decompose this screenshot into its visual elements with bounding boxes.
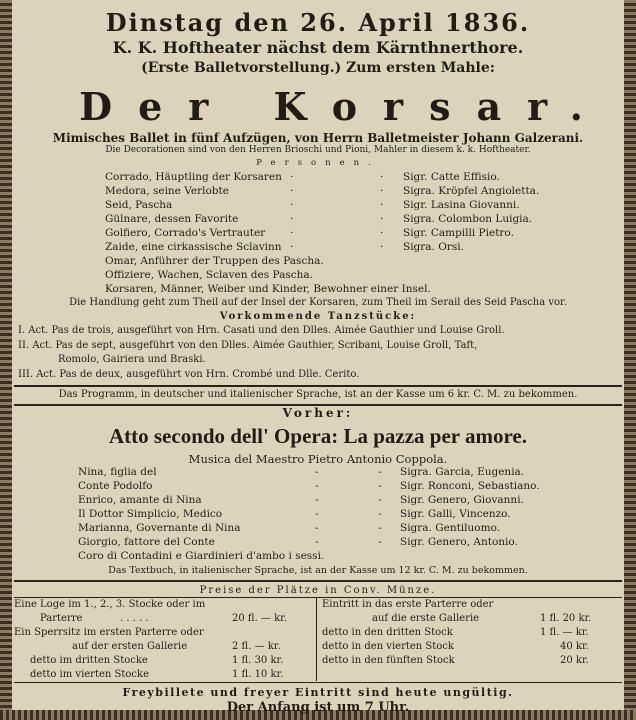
freybillete-note: Freybillete und freyer Eintritt sind heute ungültig.: [122, 686, 514, 699]
price-value: 40 kr.: [560, 641, 589, 652]
price-column-divider: [316, 597, 317, 681]
handlung-note: Die Handlung geht zum Theil auf der Insel der Korsaren, zum Theil im Serail des Seid Pascha vor.: [69, 297, 567, 308]
price-label: Eintritt in das erste Parterre oder: [322, 599, 494, 610]
cast-role: Golfiero, Corrado's Vertrauter: [105, 227, 266, 239]
divider: [14, 580, 622, 582]
personen-heading: Personen.: [256, 158, 380, 168]
price-label: auf die erste Gallerie: [372, 613, 480, 624]
price-label: detto in den vierten Stock: [322, 641, 454, 652]
divider: [14, 385, 622, 387]
cast-role: Il Dottor Simplicio, Medico: [78, 508, 223, 520]
cast-actor: Sigra. Colombon Luigia.: [403, 213, 533, 225]
price-value: 2 fl. — kr.: [232, 641, 281, 652]
cast-actor: Sigr. Catte Effisio.: [403, 171, 500, 183]
cast-actor: Sigr. Campilli Pietro.: [403, 227, 514, 239]
cast-role: Nina, figlia del: [78, 466, 157, 478]
ensemble-line: Omar, Anführer der Truppen des Pascha.: [105, 255, 324, 267]
cast-actor: Sigra. Orsi.: [403, 241, 464, 253]
price-value: 1 fl. — kr.: [540, 627, 589, 638]
cast-actor: Sigra. Kröpfel Angioletta.: [403, 185, 540, 197]
theater-name: K. K. Hoftheater nächst dem Kärnthnerthore.: [112, 38, 524, 57]
cast-actor: Sigr. Genero, Antonio.: [400, 536, 518, 548]
programm-note: Das Programm, in deutscher und italienischer Sprache, ist an der Kasse um 6 kr. C. M. zu bekommen.: [58, 389, 578, 400]
cast-role: Conte Podolfo: [78, 480, 153, 492]
price-label: detto im dritten Stocke: [30, 655, 148, 666]
cast-actor: Sigra. Gentiluomo.: [400, 522, 501, 534]
dance-line: I. Act. Pas de trois, ausgeführt von Hrn. Casati und den Dlles. Aimée Gauthier und Louise Groll.: [18, 325, 505, 336]
cast-role: Gülnare, dessen Favorite: [105, 213, 239, 225]
ensemble-line: Korsaren, Männer, Weiber und Kinder, Bewohner einer Insel.: [105, 283, 431, 295]
dance-line: Romolo, Gairiera und Braski.: [58, 354, 206, 365]
textbuch-note: Das Textbuch, in italienischer Sprache, ist an der Kasse um 12 kr. C. M. zu bekommen.: [108, 565, 528, 576]
opera-title: Atto secondo dell' Opera: La pazza per amore.: [108, 424, 527, 448]
price-value: 1 fl. 20 kr.: [540, 613, 592, 624]
price-label: detto in den fünften Stock: [322, 655, 455, 666]
cast-role: Corrado, Häuptling der Korsaren: [105, 171, 282, 183]
price-label: Parterre: [40, 613, 83, 624]
prices-heading: Preise der Plätze in Conv. Münze.: [199, 585, 437, 596]
ballet-title: Der Korsar.: [79, 84, 609, 129]
decorations-credit: Die Decorationen sind von den Herren Brioschi und Pioni, Mahler in diesem k. k. Hoftheater.: [105, 145, 531, 155]
cast-actor: Sigr. Lasina Giovanni.: [403, 199, 520, 211]
dance-line: III. Act. Pas de deux, ausgeführt von Hrn. Crombé und Dlle. Cerito.: [18, 369, 360, 380]
coro-line: Coro di Contadini e Giardinieri d'ambo i sessi.: [78, 550, 325, 562]
divider: [14, 682, 622, 683]
cast-role: Marianna, Governante di Nina: [78, 522, 241, 534]
cast-role: Medora, seine Verlobte: [105, 185, 229, 197]
price-label: auf der ersten Gallerie: [72, 641, 188, 652]
cast-actor: Sigr. Ronconi, Sebastiano.: [400, 480, 540, 492]
start-time: Der Anfang ist um 7 Uhr.: [226, 700, 410, 715]
cast-role: Seid, Pascha: [105, 199, 173, 211]
cast-role: Giorgio, fattore del Conte: [78, 536, 215, 548]
playbill-sheet: Dinstag den 26. April 1836. K. K. Hoftheater nächst dem Kärnthnerthore. (Erste Balletvorstellung.) Zum ersten Mahle: Der Korsar. Mimisches Ballet in fünf Aufzügen, von Herrn Balletmeister Johann Galzerani. Die Decorationen sind von den Herren Brioschi und Pioni, Mahler in diesem k. k. Hoftheater. Personen. Corrado, Häuptling der Korsaren · · Sigr. Catte Effisio. Medora, seine Verlobte · · Sigra. Kröpfel Angioletta. Seid, Pascha · · Sigr. Lasina Giovanni. Gülnare, dessen Favorite · · Sigra. Colombon Luigia. Golfiero, Corrado's Vertrauter · · Sigr. Campilli Pietro. Zaide, eine cirkassische Sclavinn · · Sigra. Orsi. Omar, Anführer der Truppen des Pascha. Offiziere, Wachen, Sclaven des Pascha. Korsaren, Männer, Weiber und Kinder, Bewohner einer Insel. Die Handlung geht zum Theil auf der Insel der Korsaren, zum Theil im Serail des Seid Pascha vor. Vorkommende Tanzstücke: I. Act. Pas de trois, ausgeführt von Hrn. Casati und den Dlles. Aimée Gauthier und Louise Groll. II. Act. Pas de sept, ausgeführt von den Dlles. Aimée Gauthier, Scribani, Louise Groll, Taft, Romolo, Gairiera und Braski. III. Act. Pas de deux, ausgeführt von Hrn. Crombé und Dlle. Cerito. Das Programm, in deutscher und italienischer Sprache, ist an der Kasse um 6 kr. C. M. zu bekommen. Vorher: Atto secondo dell' Opera: La pazza per amore. Musica del Maestro Pietro Antonio Coppola. Nina, figlia del - - Sigra. Garcia, Eugenia. Conte Podolfo - - Sigr. Ronconi, Sebastiano. Enrico, amante di Nina - - Sigr. Genero, Giovanni. Il Dottor Simplicio, Medico - - Sigr. Galli, Vincenzo. Marianna, Governante di Nina - - Sigra. Gentiluomo. Giorgio, fattore del Conte - - Sigr. Genero, Antonio. Coro di Contadini e Giardinieri d'ambo i sessi. Das Textbuch, in italienischer Sprache, ist an der Kasse um 12 kr. C. M. zu bekommen. Preise der Plätze in Conv. Münze. Eine Loge im 1., 2., 3. Stocke oder im Parterre . . . . . 20 fl. — kr. Ein Sperrsitz im ersten Parterre oder auf der ersten Gallerie 2 fl. — kr. detto im dritten Stocke 1 fl. 30 kr. detto im vierten Stocke 1 fl. 10 kr. Eintritt in das erste Parterre oder auf die erste Gallerie 1 fl. 20 kr. detto in den dritten Stock 1 fl. — kr. detto in den vierten Stock 40 kr. detto in den fünften Stock 20 kr. Freybillete und freyer Eintritt sind heute ungültig. Der Anfang ist um 7 Uhr.: [0, 0, 636, 720]
vorher-heading: Vorher:: [282, 406, 354, 420]
premiere-note: (Erste Balletvorstellung.) Zum ersten Mahle:: [141, 60, 495, 76]
price-label: detto in den dritten Stock: [322, 627, 453, 638]
price-value: 20 kr.: [560, 655, 589, 666]
price-value: 20 fl. — kr.: [232, 613, 288, 624]
cast-actor: Sigr. Galli, Vincenzo.: [400, 508, 511, 520]
opera-composer: Musica del Maestro Pietro Antonio Coppola.: [188, 452, 448, 466]
ballet-subtitle: Mimisches Ballet in fünf Aufzügen, von Herrn Balletmeister Johann Galzerani.: [52, 131, 584, 145]
price-label: Ein Sperrsitz im ersten Parterre oder: [14, 627, 204, 638]
price-label: detto im vierten Stocke: [30, 669, 149, 680]
performance-date: Dinstag den 26. April 1836.: [105, 8, 531, 37]
price-value: 1 fl. 10 kr.: [232, 669, 284, 680]
divider: [14, 597, 622, 598]
dance-line: II. Act. Pas de sept, ausgeführt von den Dlles. Aimée Gauthier, Scribani, Louise Groll, Taft,: [18, 340, 478, 351]
taenze-heading: Vorkommende Tanzstücke:: [219, 311, 417, 322]
price-label: Eine Loge im 1., 2., 3. Stocke oder im: [14, 599, 206, 610]
cast-role: Zaide, eine cirkassische Sclavinn: [105, 241, 282, 253]
price-value: 1 fl. 30 kr.: [232, 655, 284, 666]
decorative-border-left: [0, 0, 12, 720]
cast-actor: Sigr. Genero, Giovanni.: [400, 494, 524, 506]
cast-role: Enrico, amante di Nina: [78, 494, 202, 506]
ensemble-line: Offiziere, Wachen, Sclaven des Pascha.: [105, 269, 313, 281]
cast-actor: Sigra. Garcia, Eugenia.: [400, 466, 525, 478]
